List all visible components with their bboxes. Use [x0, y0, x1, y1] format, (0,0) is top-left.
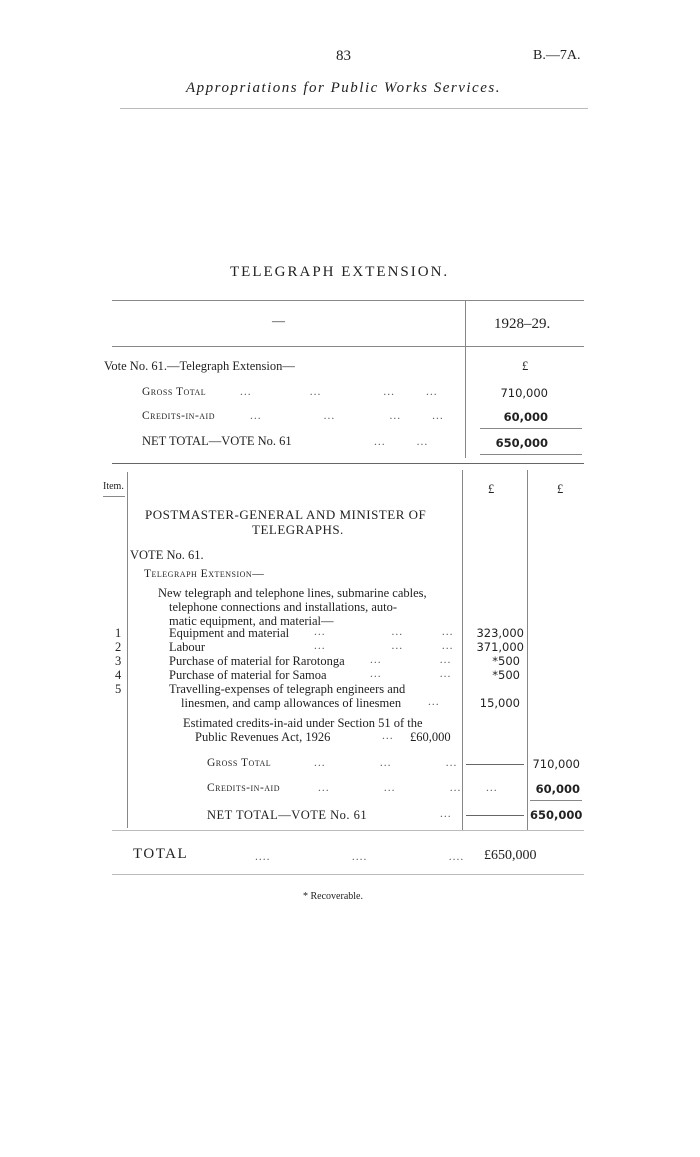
item-column-header: Item.: [103, 481, 124, 492]
grand-total-label: TOTAL: [133, 846, 189, 862]
summary-credits-dots: ... ... ... ...: [250, 410, 444, 422]
summary-net-value: 650,000: [495, 436, 548, 450]
summary-bottom-rule: [112, 463, 584, 464]
summary-header-rule: [112, 346, 584, 347]
summary-top-rule: [112, 300, 584, 301]
detail-credits-col1: ...: [486, 782, 498, 794]
summary-currency: £: [522, 359, 529, 373]
minister-heading-line1: POSTMASTER-GENERAL AND MINISTER OF: [145, 507, 427, 522]
item-dots: ... ...: [370, 668, 452, 680]
detail-gross-label: Gross Total: [207, 757, 272, 769]
item-value: *500: [492, 654, 520, 668]
detail-column-divider-1: [462, 470, 463, 830]
summary-gross-value: 710,000: [500, 386, 548, 400]
page-number: 83: [336, 48, 351, 64]
item-number: 2: [115, 640, 122, 654]
item-dots: ... ... ...: [314, 640, 454, 652]
item-description: Travelling-expenses of telegraph engineers and: [169, 682, 406, 696]
detail-intro-line1: New telegraph and telephone lines, submarine cables,: [158, 586, 427, 600]
detail-currency-col1: £: [488, 482, 495, 496]
detail-subhead: Telegraph Extension—: [144, 568, 265, 580]
item-description-line2: linesmen, and camp allowances of linesmen: [181, 696, 402, 710]
grand-total-rule: [112, 874, 584, 875]
item-value: 15,000: [479, 696, 520, 710]
grand-total-dots: .... .... ....: [255, 851, 465, 863]
estimate-value: £60,000: [410, 730, 451, 744]
summary-net-underline: [480, 454, 582, 455]
item-description: Equipment and material: [169, 626, 290, 640]
detail-net-value: 650,000: [530, 808, 583, 822]
summary-vote-title: Vote No. 61.—Telegraph Extension—: [104, 359, 295, 373]
item-value: *500: [492, 668, 520, 682]
item-value: 323,000: [476, 626, 524, 640]
header-rule: [120, 108, 588, 109]
item-column-divider: [127, 472, 128, 828]
detail-credits-dots: ... ... ...: [318, 782, 462, 794]
item-number: 3: [115, 654, 122, 668]
detail-gross-value: 710,000: [532, 757, 580, 771]
item-dots: ... ... ...: [314, 626, 454, 638]
summary-credits-value: 60,000: [503, 410, 548, 424]
item-number: 5: [115, 682, 122, 696]
summary-net-dots: ... ...: [374, 436, 429, 448]
detail-column-divider-2: [527, 470, 528, 830]
detail-intro-line3: matic equipment, and material—: [169, 614, 334, 628]
summary-column-divider: [465, 300, 466, 458]
detail-currency-col2: £: [557, 482, 564, 496]
minister-heading-line2: TELEGRAPHS.: [252, 522, 344, 537]
item-description: Labour: [169, 640, 206, 654]
detail-credits-label: Credits-in-aid: [207, 782, 280, 794]
document-reference: B.—7A.: [533, 48, 581, 63]
item-dots: ... ...: [370, 654, 452, 666]
detail-gross-dots: ... ... ...: [314, 757, 458, 769]
detail-intro-line2: telephone connections and installations, auto-: [169, 600, 398, 614]
estimate-dots: ...: [382, 730, 394, 742]
estimate-line2: Public Revenues Act, 1926: [195, 730, 331, 744]
item-value: 371,000: [476, 640, 524, 654]
detail-credits-underline: [530, 800, 582, 801]
footnote: * Recoverable.: [303, 891, 363, 902]
detail-vote-label: VOTE No. 61.: [130, 548, 204, 562]
running-title: Appropriations for Public Works Services.: [186, 80, 501, 96]
summary-credits-label: Credits-in-aid: [142, 410, 215, 422]
summary-net-label: NET TOTAL—VOTE No. 61: [142, 434, 292, 448]
summary-year: 1928–29.: [494, 316, 551, 332]
detail-bottom-rule: [112, 830, 584, 831]
item-description: Purchase of material for Samoa: [169, 668, 327, 682]
section-title: TELEGRAPH EXTENSION.: [230, 264, 450, 280]
item-description: Purchase of material for Rarotonga: [169, 654, 345, 668]
summary-credits-underline: [480, 428, 582, 429]
detail-credits-value: 60,000: [535, 782, 580, 796]
item-number: 4: [115, 668, 122, 682]
estimate-line1: Estimated credits-in-aid under Section 51 of the: [183, 716, 423, 730]
grand-total-value: £650,000: [484, 848, 537, 863]
summary-gross-dots: ... ... ... ...: [240, 386, 438, 398]
item-number: 1: [115, 626, 122, 640]
item-header-underline: [103, 496, 125, 497]
detail-gross-dash: [466, 764, 524, 765]
item-dots: ...: [428, 696, 440, 708]
summary-dash: —: [272, 313, 285, 328]
detail-net-label: NET TOTAL—VOTE No. 61: [207, 808, 368, 822]
summary-gross-label: Gross Total: [142, 386, 207, 398]
detail-net-dash: [466, 815, 524, 816]
detail-net-dots: ...: [440, 808, 452, 820]
